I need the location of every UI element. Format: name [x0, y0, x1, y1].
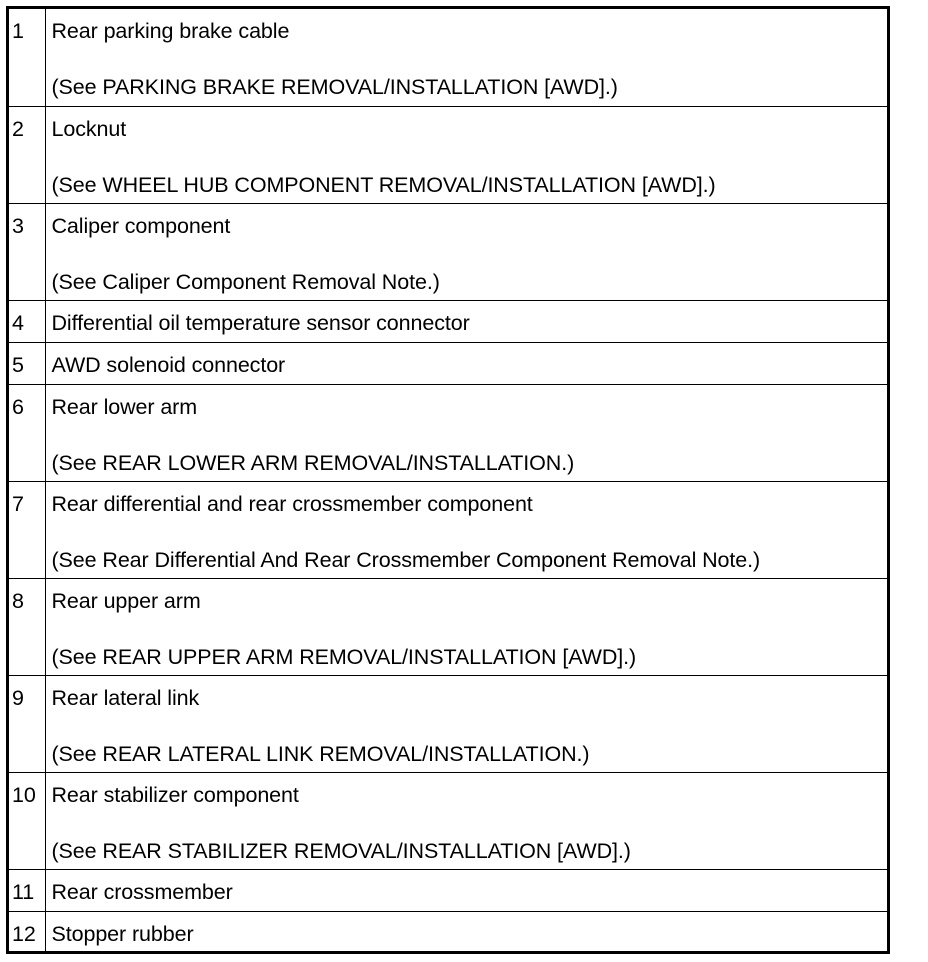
part-reference-link[interactable]: (See REAR UPPER ARM REMOVAL/INSTALLATION [AWD].)	[51, 644, 637, 669]
parts-table-frame	[6, 6, 890, 954]
part-number: 4	[12, 310, 24, 335]
part-number-cell	[9, 203, 45, 300]
part-number: 2	[12, 116, 24, 141]
part-number-cell	[9, 481, 45, 578]
part-name: Stopper rubber	[51, 921, 194, 946]
part-name: Rear lateral link	[51, 685, 200, 710]
table-row	[9, 300, 887, 342]
part-number-cell	[9, 869, 45, 911]
part-number-cell	[9, 9, 45, 106]
part-description-cell	[45, 384, 887, 481]
table-row	[9, 106, 887, 203]
part-number-cell	[9, 300, 45, 342]
table-row	[9, 675, 887, 772]
part-name: Rear lower arm	[51, 394, 198, 419]
table-row	[9, 772, 887, 869]
part-description-cell	[45, 9, 887, 106]
part-reference-link[interactable]: (See Rear Differential And Rear Crossmember Component Removal Note.)	[51, 547, 761, 572]
table-row	[9, 384, 887, 481]
part-number: 9	[12, 685, 24, 710]
part-description-cell	[45, 300, 887, 342]
part-description-cell	[45, 578, 887, 675]
part-number: 7	[12, 491, 24, 516]
part-name: AWD solenoid connector	[51, 352, 286, 377]
part-number: 3	[12, 213, 24, 238]
part-number: 10	[12, 782, 36, 807]
part-number-cell	[9, 772, 45, 869]
parts-table	[9, 9, 887, 953]
part-number-cell	[9, 384, 45, 481]
part-reference-link[interactable]: (See WHEEL HUB COMPONENT REMOVAL/INSTALLATION [AWD].)	[51, 172, 716, 197]
table-row	[9, 869, 887, 911]
part-description-cell	[45, 772, 887, 869]
part-number: 5	[12, 352, 24, 377]
part-name: Caliper component	[51, 213, 231, 238]
table-row	[9, 203, 887, 300]
part-description-cell	[45, 481, 887, 578]
part-number-cell	[9, 675, 45, 772]
part-reference-link[interactable]: (See REAR LATERAL LINK REMOVAL/INSTALLATION.)	[51, 741, 590, 766]
part-description-cell	[45, 106, 887, 203]
part-description-cell	[45, 203, 887, 300]
part-name: Rear upper arm	[51, 588, 201, 613]
part-description-cell	[45, 911, 887, 953]
part-name: Rear stabilizer component	[51, 782, 299, 807]
part-number-cell	[9, 578, 45, 675]
part-number: 6	[12, 394, 24, 419]
table-row	[9, 342, 887, 384]
table-row	[9, 481, 887, 578]
part-reference-link[interactable]: (See PARKING BRAKE REMOVAL/INSTALLATION [AWD].)	[51, 75, 618, 99]
part-reference-link[interactable]: (See REAR STABILIZER REMOVAL/INSTALLATION [AWD].)	[51, 838, 631, 863]
part-name: Differential oil temperature sensor connector	[51, 310, 470, 335]
part-name: Rear differential and rear crossmember component	[51, 491, 533, 516]
part-number: 12	[12, 921, 36, 946]
part-reference-link[interactable]: (See REAR LOWER ARM REMOVAL/INSTALLATION.)	[51, 450, 575, 475]
part-name: Rear parking brake cable	[51, 19, 290, 43]
part-number-cell	[9, 106, 45, 203]
table-row	[9, 9, 887, 106]
table-row	[9, 578, 887, 675]
part-number: 1	[12, 19, 24, 43]
part-description-cell	[45, 869, 887, 911]
part-name: Locknut	[51, 116, 127, 141]
part-description-cell	[45, 675, 887, 772]
part-number-cell	[9, 342, 45, 384]
part-number: 11	[12, 879, 35, 904]
part-number: 8	[12, 588, 24, 613]
table-row	[9, 911, 887, 953]
part-reference-link[interactable]: (See Caliper Component Removal Note.)	[51, 269, 440, 294]
part-number-cell	[9, 911, 45, 953]
part-description-cell	[45, 342, 887, 384]
part-name: Rear crossmember	[51, 879, 233, 904]
